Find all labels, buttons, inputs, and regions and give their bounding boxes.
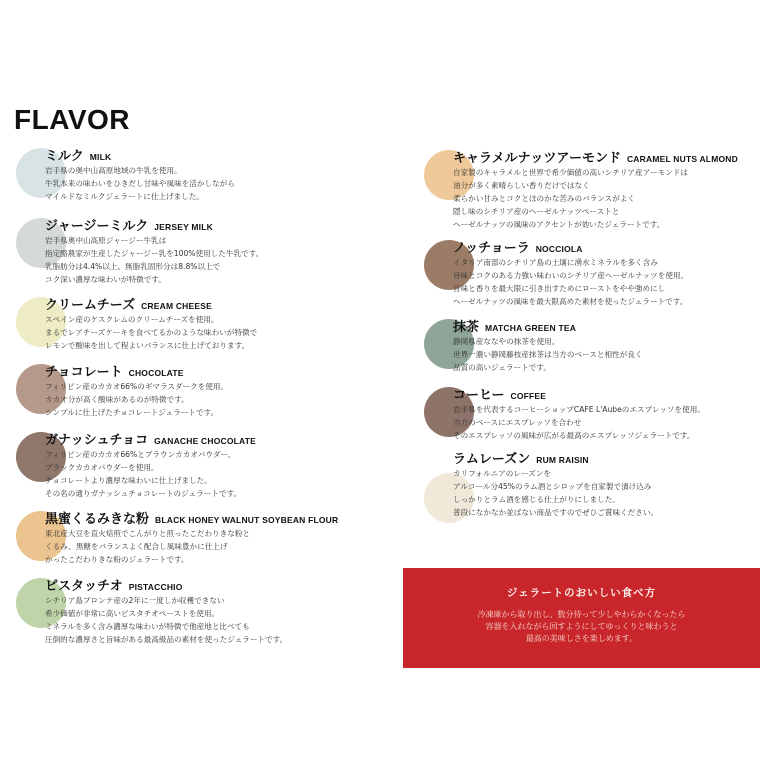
flavor-name-ja: ジャージーミルク bbox=[45, 219, 149, 234]
flavor-name-en: CREAM CHEESE bbox=[141, 301, 212, 311]
description-line: 岩手県を代表するコーヒーショップCAFE L'Aubeのエスプレッソを使用。 bbox=[453, 405, 705, 414]
description-line: 東北産大豆を直火焙煎でこんがりと煎ったこだわりきな粉と bbox=[45, 529, 251, 538]
flavor-name-en: PISTACCHIO bbox=[128, 582, 183, 592]
description-line: ミネラルを多く含み濃厚な味わいが特徴で他産地と比べても bbox=[45, 622, 250, 631]
eating-tips-box bbox=[403, 568, 760, 668]
flavor-name bbox=[45, 511, 338, 527]
flavor-description bbox=[45, 594, 365, 646]
flavor-description bbox=[453, 256, 760, 308]
description-line: 油分が多く素晴らしい香りだけではなく bbox=[453, 181, 590, 190]
description-line: マイルドなミルクジェラートに仕上げました。 bbox=[45, 192, 205, 201]
description-line: 岩手県奥中山高原ジャージー牛乳は bbox=[45, 236, 167, 245]
flavor-name bbox=[45, 578, 183, 594]
description-line: イタリア南部のシチリア島の土壌に湧水ミネラルを多く含み bbox=[453, 258, 658, 267]
flavor-description bbox=[45, 448, 365, 500]
description-line: 世界一濃い静岡藤枝産抹茶は当方のベースと相性が良く bbox=[453, 350, 643, 359]
flavor-name bbox=[45, 432, 256, 448]
flavor-name-ja: ミルク bbox=[45, 149, 84, 164]
tips-line: 冷凍庫から取り出し、数分待って少しやわらかくなったら bbox=[477, 610, 686, 619]
flavor-name-en: RUM RAISIN bbox=[536, 455, 589, 465]
description-line: 指定酪農家が生産したジャージー乳を100%使用した牛乳です。 bbox=[45, 249, 264, 258]
tips-line: 最高の美味しさを楽しめます。 bbox=[525, 634, 638, 643]
description-line: コク深い濃厚な味わいが特徴です。 bbox=[45, 275, 166, 284]
flavor-name-ja: クリームチーズ bbox=[45, 298, 136, 313]
description-line: 岩手県の奥中山高原地域の牛乳を使用。 bbox=[45, 166, 182, 175]
description-line: アルコール分45%のラム酒とシロップを自家製で漬け込み bbox=[453, 482, 652, 491]
description-line: ヘーゼルナッツの風味のアクセントが効いたジェラートです。 bbox=[453, 220, 665, 229]
flavor-name bbox=[453, 451, 589, 467]
description-line: 旨味と香りを最大限に引き出すためにローストをやや強めにし bbox=[453, 284, 666, 293]
description-line: シンプルに仕上げたチョコレートジェラートです。 bbox=[45, 408, 219, 417]
flavor-name bbox=[45, 218, 213, 234]
flavor-description bbox=[45, 164, 365, 203]
flavor-name-en: COFFEE bbox=[510, 391, 547, 401]
flavor-description bbox=[45, 234, 365, 286]
description-line: 静岡県産ななやの抹茶を使用。 bbox=[453, 337, 560, 346]
description-line: 当方のベースにエスプレッソを合わせ bbox=[453, 418, 582, 427]
flavor-name bbox=[45, 297, 212, 313]
flavor-name-ja: 抹茶 bbox=[453, 320, 480, 335]
flavor-name-ja: 黒蜜くるみきな粉 bbox=[45, 512, 150, 527]
flavor-name bbox=[45, 364, 184, 380]
flavor-name-en: CARAMEL NUTS ALMOND bbox=[626, 154, 738, 164]
page-title: FLAVOR bbox=[14, 104, 131, 135]
flavor-description bbox=[453, 467, 760, 519]
flavor-name-ja: ラムレーズン bbox=[453, 452, 531, 467]
flavor-name-en: GANACHE CHOCOLATE bbox=[154, 436, 257, 446]
flavor-description bbox=[453, 335, 760, 374]
description-line: まるでレアチーズケーキを食べてるかのような味わいが特徴で bbox=[45, 328, 258, 337]
flavor-name-ja: ノッチョーラ bbox=[453, 241, 530, 256]
description-line: ヘーゼルナッツの風味を最大限高めた素材を使ったジェラートです。 bbox=[453, 297, 688, 306]
description-line: その名の通りガナッシュチョコレートのジェラートです。 bbox=[45, 489, 242, 498]
description-line: フィリピン産のカカオ66%のギマラスダークを使用。 bbox=[45, 382, 229, 391]
description-line: 牛乳本来の味わいをひきだし甘味や風味を活かしながら bbox=[45, 179, 235, 188]
flavor-description bbox=[45, 313, 365, 352]
description-line: しっかりとラム酒を感じる仕上がりにしました。 bbox=[453, 495, 620, 504]
flavor-name-en: JERSEY MILK bbox=[154, 222, 213, 232]
description-line: チョコレートより濃厚な味わいに仕上げました。 bbox=[45, 476, 212, 485]
description-line: 柔らかい甘みとコクとほのかな苦みのバランスがよく bbox=[453, 194, 636, 203]
flavor-name bbox=[453, 319, 576, 335]
flavor-name-en: BLACK HONEY WALNUT SOYBEAN FLOUR bbox=[155, 515, 339, 525]
flavor-name-ja: ガナッシュチョコ bbox=[45, 433, 149, 448]
description-line: カリフォルニアのレーズンを bbox=[453, 469, 551, 478]
flavor-description bbox=[453, 166, 760, 231]
description-line: 自家製のキャラメルと世界で希少価値の高いシチリア産アーモンドは bbox=[453, 168, 688, 177]
description-line: シチリア島ブロンテ産の2年に一度しか収穫できない bbox=[45, 596, 225, 605]
description-line: 圧倒的な濃厚さと旨味がある最高級品の素材を使ったジェラートです。 bbox=[45, 635, 288, 644]
description-line: 普段になかなか並ばない商品ですのでぜひご賞味ください。 bbox=[453, 508, 659, 517]
description-line: そのエスプレッソの風味が広がる最高のエスプレッソジェラートです。 bbox=[453, 431, 695, 440]
flavor-description bbox=[45, 380, 365, 419]
flavor-name-ja: ピスタッチオ bbox=[45, 579, 123, 594]
flavor-name-en: MILK bbox=[89, 152, 112, 162]
flavor-description bbox=[453, 403, 760, 442]
tips-body bbox=[403, 609, 760, 645]
description-line: 乳脂肪分は4.4%以上、無脂乳固形分は8.8%以上で bbox=[45, 262, 221, 271]
flavor-name-en: MATCHA GREEN TEA bbox=[485, 323, 577, 333]
description-line: レモンで酸味を出して程よいバランスに仕上げております。 bbox=[45, 341, 250, 350]
description-line: くるみ、黒糖をバランスよく配合し風味豊かに仕上げ bbox=[45, 542, 228, 551]
description-line: ブラックカカオパウダーを使用。 bbox=[45, 463, 159, 472]
description-line: 希少価値が非常に高いピスタチオペーストを使用。 bbox=[45, 609, 220, 618]
flavor-name bbox=[453, 240, 583, 256]
flavor-name-en: CHOCOLATE bbox=[128, 368, 184, 378]
tips-title: ジェラートのおいしい食べ方 bbox=[506, 587, 657, 599]
flavor-name-en: NOCCIOLA bbox=[535, 244, 583, 254]
flavor-name bbox=[453, 150, 738, 166]
flavor-name-ja: コーヒー bbox=[453, 388, 505, 403]
flavor-name bbox=[45, 148, 111, 164]
description-line: スペイン産のケスクレムのクリームチーズを使用。 bbox=[45, 315, 219, 324]
description-line: カカオ分が高く酸味があるのが特徴です。 bbox=[45, 395, 189, 404]
description-line: 旨味とコクのある力強い味わいのシチリア産ヘーゼルナッツを使用。 bbox=[453, 271, 689, 280]
tips-line: 容器を入れながら回すようにしてゆっくりと味わうと bbox=[485, 622, 678, 631]
description-line: 品質の高いジェラートです。 bbox=[453, 363, 551, 372]
flavor-name-ja: キャラメルナッツアーモンド bbox=[453, 151, 621, 166]
description-line: フィリピン産のカカオ66%とブラウンカカオパウダー、 bbox=[45, 450, 236, 459]
description-line: かったこだわりきな粉のジェラートです。 bbox=[45, 555, 189, 564]
description-line: 隠し味のシチリア産のヘーゼルナッツペーストと bbox=[453, 207, 620, 216]
flavor-name bbox=[453, 387, 546, 403]
flavor-description bbox=[45, 527, 365, 566]
flavor-name-ja: チョコレート bbox=[45, 365, 123, 380]
